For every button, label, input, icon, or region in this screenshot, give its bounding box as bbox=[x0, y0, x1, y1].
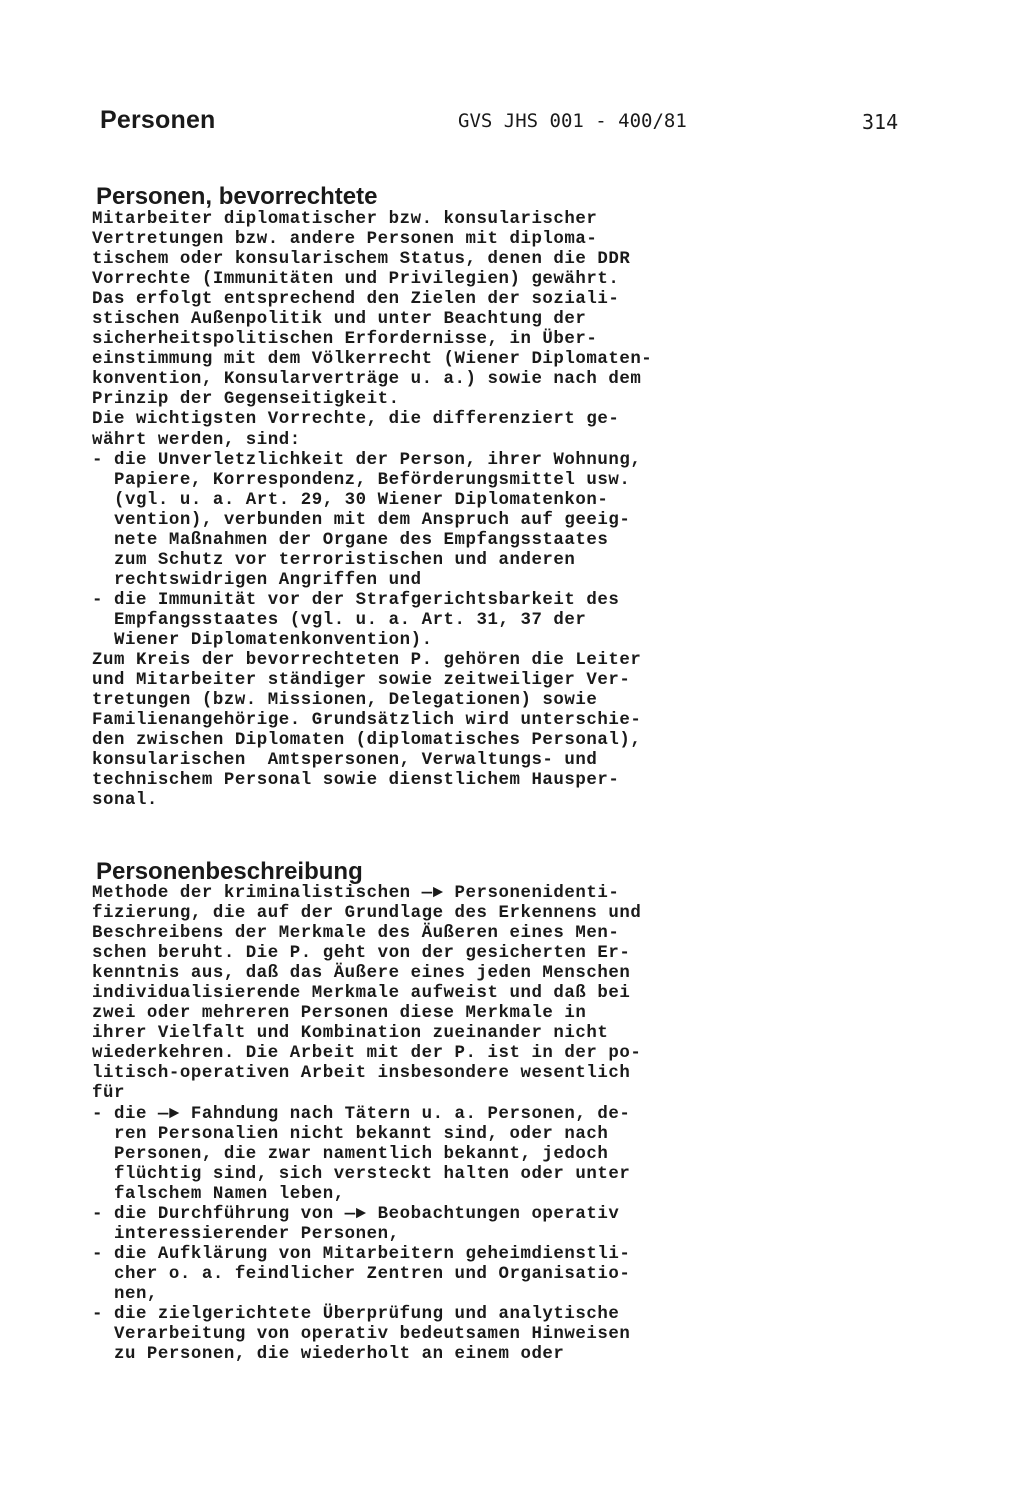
text-line: Prinzip der Gegenseitigkeit. bbox=[92, 390, 400, 410]
text-line: sicherheitspolitischen Erfordernisse, in Über- bbox=[92, 330, 598, 350]
text-line: Wiener Diplomatenkonvention). bbox=[92, 630, 433, 650]
text-line: tischem oder konsularischem Status, denen die DDR bbox=[92, 250, 631, 270]
text-line: - die Aufklärung von Mitarbeitern geheimdienstli- bbox=[92, 1244, 631, 1264]
text-line: Vertretungen bzw. andere Personen mit diploma- bbox=[92, 230, 598, 250]
text-line: ihrer Vielfalt und Kombination zueinander nicht bbox=[92, 1024, 609, 1044]
text-line: zum Schutz vor terroristischen und anderen bbox=[92, 550, 576, 570]
text-line: litisch-operativen Arbeit insbesondere wesentlich bbox=[92, 1064, 631, 1084]
text-line: Methode der kriminalistischen —► Personenidenti- bbox=[92, 884, 620, 903]
text-line: konvention, Konsularverträge u. a.) sowie nach dem bbox=[92, 370, 642, 390]
text-line: flüchtig sind, sich versteckt halten oder unter bbox=[92, 1164, 631, 1184]
text-line: Mitarbeiter diplomatischer bzw. konsularischer bbox=[92, 210, 598, 229]
text-line: den zwischen Diplomaten (diplomatisches Personal), bbox=[92, 731, 642, 751]
text-line: - die zielgerichtete Überprüfung und analytische bbox=[92, 1304, 620, 1324]
text-line: konsularischen Amtspersonen, Verwaltungs- und bbox=[92, 751, 598, 771]
text-line: nen, bbox=[92, 1284, 158, 1304]
text-line: vention), verbunden mit dem Anspruch auf geeig- bbox=[92, 510, 631, 530]
text-line: für bbox=[92, 1084, 125, 1104]
text-line: - die Durchführung von —► Beobachtungen operativ bbox=[92, 1204, 620, 1224]
text-line: nete Maßnahmen der Organe des Empfangsstaates bbox=[92, 530, 609, 550]
text-line: Das erfolgt entsprechend den Zielen der soziali- bbox=[92, 290, 620, 310]
section-title-personen-bevorrechtete: Personen, bevorrechtete bbox=[96, 183, 378, 210]
page-number: 314 bbox=[862, 110, 899, 134]
text-line: Vorrechte (Immunitäten und Privilegien) gewährt. bbox=[92, 270, 620, 290]
running-header-title: Personen bbox=[100, 106, 216, 134]
text-line: Beschreibens der Merkmale des Äußeren eines Men- bbox=[92, 924, 620, 944]
text-line: Papiere, Korrespondenz, Beförderungsmittel usw. bbox=[92, 470, 631, 490]
text-line: - die Unverletzlichkeit der Person, ihrer Wohnung, bbox=[92, 450, 642, 470]
text-line: cher o. a. feindlicher Zentren und Organisatio- bbox=[92, 1264, 631, 1284]
text-line: zu Personen, die wiederholt an einem oder bbox=[92, 1345, 565, 1365]
text-line: stischen Außenpolitik und unter Beachtung der bbox=[92, 310, 587, 330]
text-line: währt werden, sind: bbox=[92, 430, 301, 450]
text-line: Empfangsstaates (vgl. u. a. Art. 31, 37 der bbox=[92, 610, 587, 630]
text-line: Die wichtigsten Vorrechte, die differenziert ge- bbox=[92, 410, 620, 430]
text-line: schen beruht. Die P. geht von der gesicherten Er- bbox=[92, 944, 631, 964]
section-body-personenbeschreibung bbox=[92, 884, 641, 1365]
text-line: (vgl. u. a. Art. 29, 30 Wiener Diplomatenkon- bbox=[92, 490, 609, 510]
text-line: technischem Personal sowie dienstlichem Hausper- bbox=[92, 771, 620, 791]
text-line: Familienangehörige. Grundsätzlich wird unterschie- bbox=[92, 711, 642, 731]
text-line: tretungen (bzw. Missionen, Delegationen) sowie bbox=[92, 691, 598, 711]
text-line: interessierender Personen, bbox=[92, 1224, 400, 1244]
document-reference: GVS JHS 001 - 400/81 bbox=[458, 110, 687, 132]
text-line: Zum Kreis der bevorrechteten P. gehören die Leiter bbox=[92, 651, 642, 671]
text-line: rechtswidrigen Angriffen und bbox=[92, 570, 422, 590]
text-line: ren Personalien nicht bekannt sind, oder nach bbox=[92, 1124, 609, 1144]
text-line: und Mitarbeiter ständiger sowie zeitweiliger Ver- bbox=[92, 671, 631, 691]
text-line: Personen, die zwar namentlich bekannt, jedoch bbox=[92, 1144, 609, 1164]
section-body-personen-bevorrechtete bbox=[92, 210, 652, 811]
text-line: kenntnis aus, daß das Äußere eines jeden Menschen bbox=[92, 964, 631, 984]
text-line: Verarbeitung von operativ bedeutsamen Hinweisen bbox=[92, 1325, 631, 1345]
text-line: wiederkehren. Die Arbeit mit der P. ist in der po- bbox=[92, 1044, 642, 1064]
section-title-personenbeschreibung: Personenbeschreibung bbox=[96, 858, 363, 885]
text-line: individualisierende Merkmale aufweist und daß bei bbox=[92, 984, 631, 1004]
text-line: falschem Namen leben, bbox=[92, 1184, 345, 1204]
text-line: - die —► Fahndung nach Tätern u. a. Personen, de- bbox=[92, 1104, 631, 1124]
text-line: fizierung, die auf der Grundlage des Erkennens und bbox=[92, 904, 642, 924]
text-line: einstimmung mit dem Völkerrecht (Wiener Diplomaten- bbox=[92, 350, 653, 370]
text-line: sonal. bbox=[92, 791, 158, 811]
text-line: - die Immunität vor der Strafgerichtsbarkeit des bbox=[92, 590, 620, 610]
text-line: zwei oder mehreren Personen diese Merkmale in bbox=[92, 1004, 587, 1024]
